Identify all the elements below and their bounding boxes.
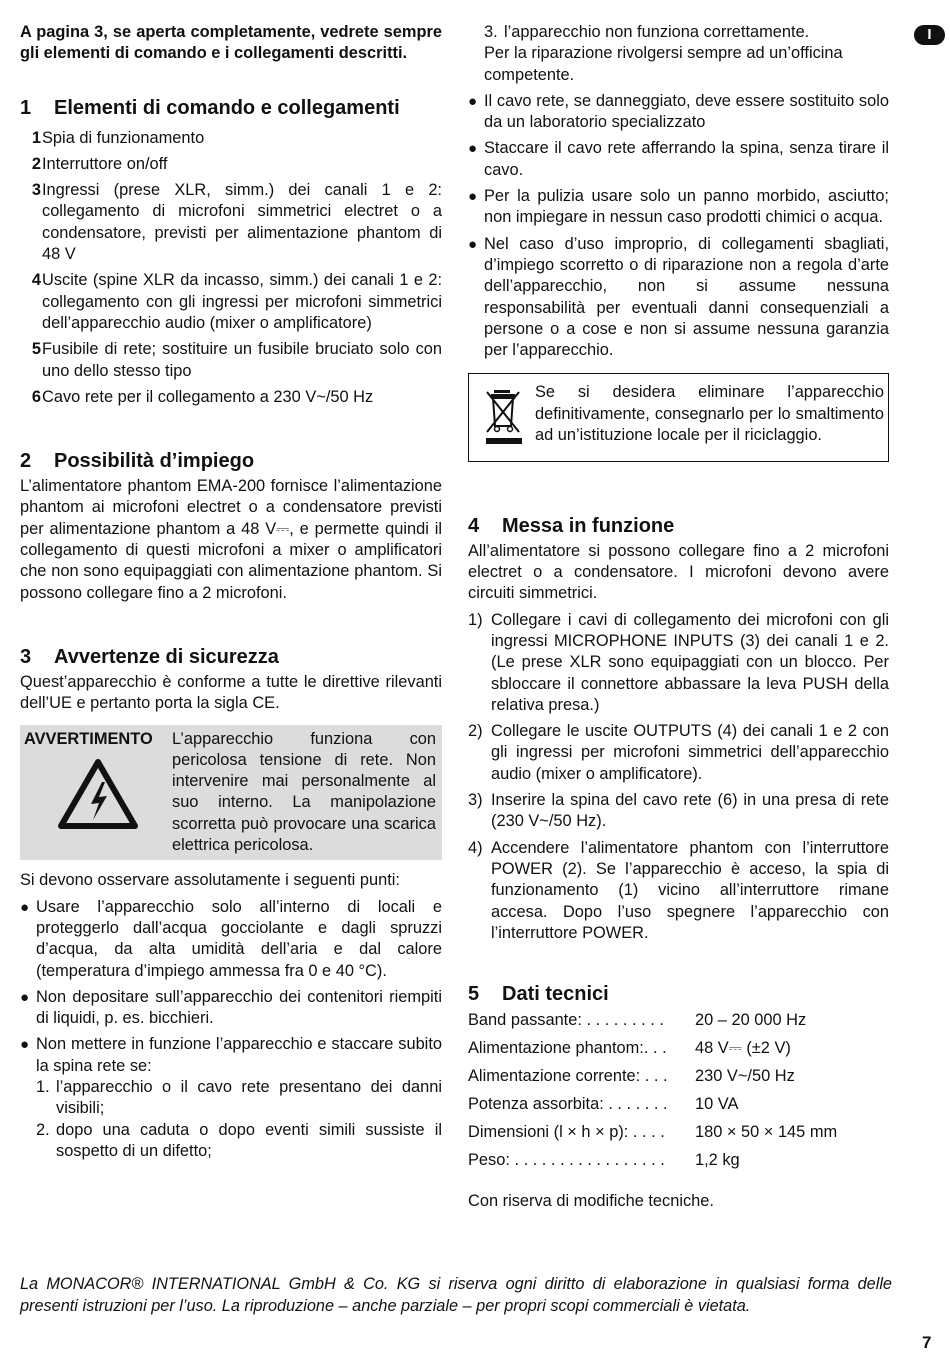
section-3-heading: 3 Avvertenze di sicurezza — [20, 645, 279, 668]
specs-table — [468, 1010, 889, 1171]
repair-text: Per la riparazione rivolgersi sempre ad un’officina competente. — [484, 44, 843, 84]
list-item: 3 Ingressi (prese XLR, simm.) dei canali 1 e 2: collegamento di microfoni simmetrici electret o a condensatore, previsti per alimentazione phantom di 48 V — [31, 181, 442, 264]
warning-left — [24, 729, 172, 857]
list-item: 2 Interruttore on/off — [31, 154, 168, 173]
section-4-text: All’alimentatore si possono collegare fino a 2 microfoni electret o a condensatore. I microfoni devono avere circuiti simmetrici. — [468, 541, 889, 603]
spec-row: Dimensioni (l × h × p): . . . . 180 × 50 × 145 mm — [468, 1122, 838, 1141]
spec-row: Peso: . . . . . . . . . . . . . . . . . 1,2 kg — [468, 1150, 740, 1169]
section-4-heading: 4 Messa in funzione — [468, 514, 675, 537]
section-2-text: L’alimentatore phantom EMA-200 fornisce l’alimentazione phantom ai microfoni electret o a condensatore previsti per alimentazione phantom a 48 V⎓, e permette quindi il collegamento di questi microfoni a mixer o amplificatori che non sono equipaggiati con alimentazione phantom. Si possono collegare fino a 2 microfoni. — [20, 477, 442, 602]
section-1-title: Elementi di comando e collegamenti — [54, 96, 400, 119]
bullet-icon: ● — [468, 92, 478, 110]
spec-row: Potenza assorbita: . . . . . . . 10 VA — [468, 1094, 739, 1113]
list-item: 1. l’apparecchio o il cavo rete presentano dei danni visibili; — [36, 1077, 442, 1118]
fault-conditions-list-cont — [484, 22, 889, 43]
list-item: 4 Uscite (spine XLR da incasso, simm.) dei canali 1 e 2: collegamento con gli ingressi per microfoni simmetrici dell’apparecchio audio (mixer o amplificatore) — [31, 271, 442, 332]
observe-text: Si devono osservare assolutamente i seguenti punti: — [20, 871, 400, 890]
page-number: 7 — [922, 1333, 932, 1352]
bullet-icon: ● — [20, 1036, 30, 1054]
warning-text: L’apparecchio funziona con pericolosa tensione di rete. Non intervenire mai personalmente al suo interno. La manipolazione scorretta può provocare una scarica elettrica pericolosa. — [172, 729, 436, 855]
list-item: ● Non mettere in funzione l’apparecchio e staccare subito la spina rete se: — [20, 1034, 442, 1077]
list-item: 3) Inserire la spina del cavo rete (6) in una presa di rete (230 V~/50 Hz). — [468, 791, 889, 831]
warning-box — [20, 725, 442, 861]
section-4-title: Messa in funzione — [502, 514, 675, 537]
intro-text: A pagina 3, se aperta completamente, vedrete sempre gli elementi di comando e i collegamenti descritti. — [20, 23, 442, 63]
list-item: ● Usare l’apparecchio solo all’interno di locali e proteggerlo dall’acqua gocciolante e dagli spruzzi d’acqua, da alta umidità dell’aria e dal calore (temperatura d’impiego ammessa fra 0 e 40 °C). — [20, 897, 442, 982]
bullet-icon: ● — [468, 140, 478, 158]
bullet-icon: ● — [20, 898, 30, 916]
list-item: 2. dopo una caduta o dopo eventi simili sussiste il sospetto di un difetto; — [36, 1120, 442, 1160]
specs-note: Con riserva di modifiche tecniche. — [468, 1191, 714, 1210]
high-voltage-icon — [57, 758, 139, 830]
safety-bullets-left — [20, 897, 442, 1077]
weee-bin-icon — [473, 382, 535, 452]
section-2-heading: 2 Possibilità d’impiego — [20, 450, 255, 473]
disposal-box — [468, 373, 889, 461]
section-3-title: Avvertenze di sicurezza — [54, 645, 279, 668]
list-item: 5 Fusibile di rete; sostituire un fusibile bruciato solo con uno dello stesso tipo — [31, 340, 442, 380]
list-item: 4) Accendere l’alimentatore phantom con l’interruttore POWER (2). Se l’apparecchio è acceso, la spia di funzionamento (1) vicino all’interruttore rimane accesa. Dopo l’uso spegnere l’apparecchio con l’interruttore POWER. — [468, 838, 889, 942]
list-item: ● Nel caso d’uso improprio, di collegamenti sbagliati, d’impiego scorretto o di riparazione non a regola d’arte dell’apparecchio, non si assume nessuna responsabilità per eventuali danni consequenziali a persone o a cose e non si assume nessuna garanzia per l’apparecchio. — [468, 234, 889, 362]
right-column — [468, 22, 889, 1212]
list-item: ● Staccare il cavo rete afferrando la spina, senza tirare il cavo. — [468, 138, 889, 181]
controls-list — [20, 128, 442, 409]
spec-row: Alimentazione corrente: . . . 230 V~/50 Hz — [468, 1066, 795, 1085]
section-5-heading: 5 Dati tecnici — [468, 983, 609, 1006]
section-1-heading: 1 Elementi di comando e collegamenti — [20, 96, 400, 119]
spec-row: Band passante: . . . . . . . . . 20 – 20 000 Hz — [468, 1011, 807, 1030]
safety-bullets-right — [468, 91, 889, 362]
bullet-icon: ● — [468, 188, 478, 206]
section-3-text: Quest’apparecchio è conforme a tutte le direttive rilevanti dell’UE e pertanto porta la sigla CE. — [20, 672, 442, 713]
bullet-icon: ● — [468, 235, 478, 253]
list-item: ● Il cavo rete, se danneggiato, deve essere sostituito solo da un laboratorio specializzato — [468, 91, 889, 134]
list-item: 1) Collegare i cavi di collegamento dei microfoni con gli ingressi MICROPHONE INPUTS (3) dei canali 1 e 2. (Le prese XLR sono equipaggiati con un blocco. Per sbloccare il connettore abbassare la leva PUSH della relativa presa.) — [468, 610, 889, 714]
fault-conditions-list — [36, 1077, 442, 1162]
bullet-icon: ● — [20, 988, 30, 1006]
setup-steps — [468, 610, 889, 944]
list-item: ● Per la pulizia usare solo un panno morbido, asciutto; non impiegare in nessun caso prodotti chimici o acqua. — [468, 186, 889, 229]
list-item: 1 Spia di funzionamento — [31, 128, 205, 147]
section-2-title: Possibilità d’impiego — [54, 450, 255, 473]
language-tab: I — [914, 25, 945, 45]
copyright-footer: La MONACOR® INTERNATIONAL GmbH & Co. KG si riserva ogni diritto di elaborazione in qualsiasi forma delle presenti istruzioni per l’uso. La riproduzione – anche parziale – per propri scopi commerciali è vietata. — [20, 1275, 892, 1315]
left-column — [20, 22, 442, 1162]
section-5-title: Dati tecnici — [502, 983, 609, 1006]
list-item: ● Non depositare sull’apparecchio dei contenitori riempiti di liquidi, p. es. bicchieri. — [20, 987, 442, 1030]
list-item: 6 Cavo rete per il collegamento a 230 V~/50 Hz — [31, 387, 374, 406]
list-item: 2) Collegare le uscite OUTPUTS (4) dei canali 1 e 2 con gli ingressi per microfoni simmetrici dell’apparecchio audio (mixer o amplificatore). — [468, 722, 889, 783]
disposal-text: Se si desidera eliminare l’apparecchio definitivamente, consegnarlo per lo smaltimento ad un’istituzione locale per il riciclaggio. — [535, 383, 884, 445]
spec-row: Alimentazione phantom:. . . 48 V⎓ (±2 V) — [468, 1038, 791, 1057]
list-item: 3. l’apparecchio non funziona correttamente. — [484, 23, 810, 41]
warning-label: AVVERTIMENTO — [24, 729, 153, 748]
